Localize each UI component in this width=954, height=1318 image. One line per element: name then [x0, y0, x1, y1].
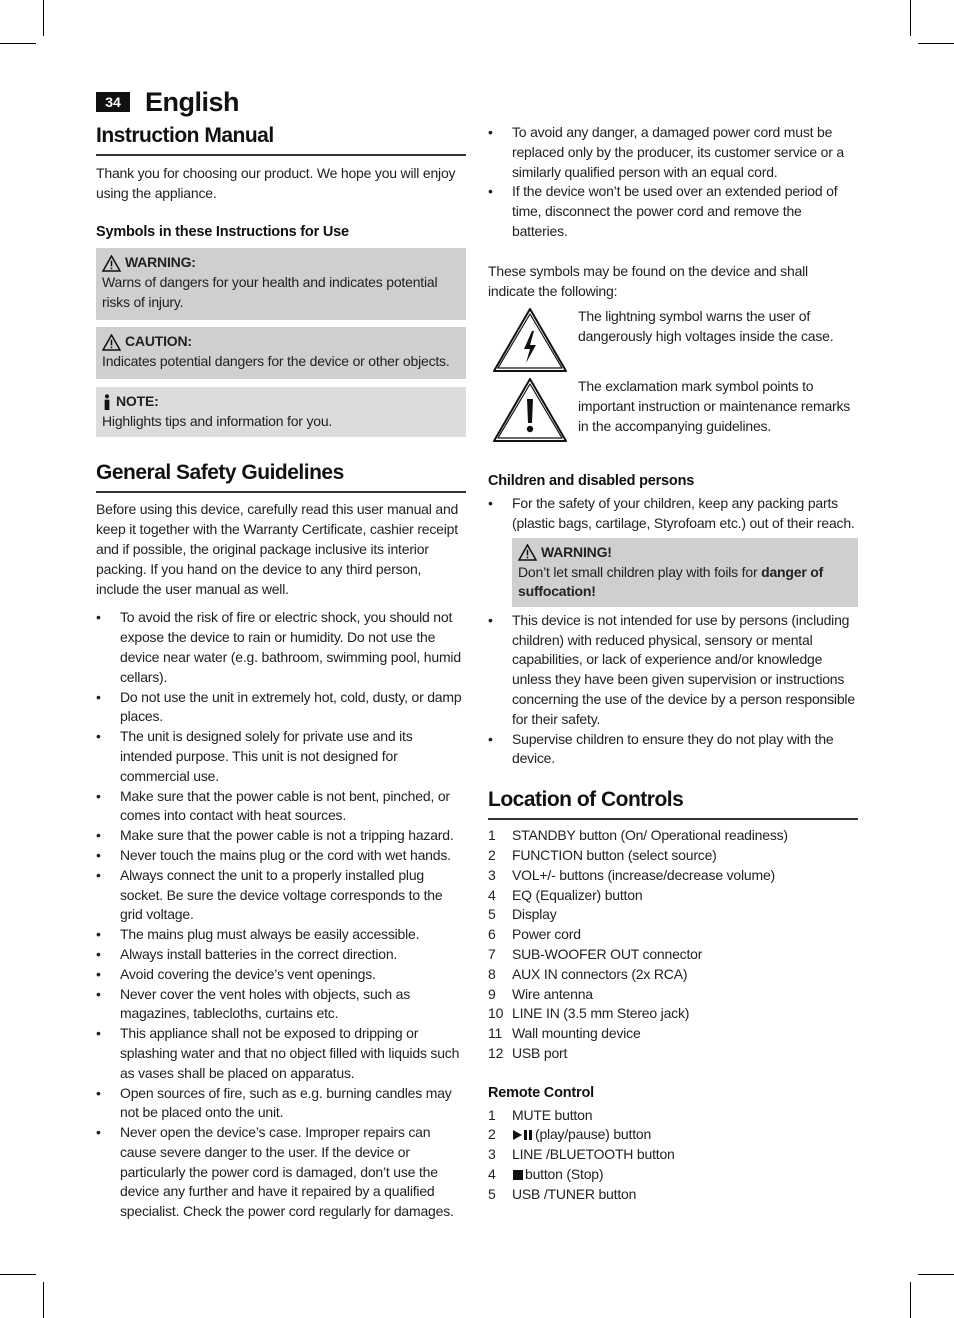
- remote-heading: Remote Control: [488, 1084, 594, 1101]
- page-number: 34: [96, 92, 130, 112]
- children-warning-label: WARNING!: [541, 543, 612, 560]
- list-item: • Always connect the unit to a properly installed plug socket. Be sure the device voltage corresponds to the grid voltage.: [96, 866, 466, 925]
- right-column: [488, 123, 858, 1204]
- list-item: • For the safety of your children, keep any packing parts (plastic bags, cartilage, Styrofoam etc.) out of their reach.: [488, 494, 858, 534]
- left-column: [96, 122, 466, 1222]
- warning-label: WARNING:: [125, 254, 196, 271]
- children-list: [488, 494, 858, 534]
- caution-label: CAUTION:: [125, 333, 192, 350]
- crop-mark: [0, 43, 36, 44]
- list-item: 5 USB /TUNER button: [488, 1185, 637, 1202]
- list-item: • This device is not intended for use by persons (including children) with reduced physical, sensory or mental capabilities, or lack of experience and/or knowledge unless they have been given supervision or instructions concerning the use of the device by a person responsible for their safety.: [488, 611, 858, 730]
- list-item: 3 VOL+/- buttons (increase/decrease volume): [488, 866, 775, 883]
- children-heading: Children and disabled persons: [488, 473, 695, 490]
- symbols-intro: These symbols may be found on the device and shall indicate the following:: [488, 262, 808, 299]
- children-list-continued: [488, 611, 858, 769]
- children-warning-bold: danger of suffocation!: [518, 563, 824, 600]
- lightning-warning-icon: [492, 307, 568, 373]
- instruction-manual-heading: Instruction Manual: [96, 122, 466, 156]
- warning-triangle-icon: [102, 255, 121, 272]
- intro-text: Thank you for choosing our product. We hope you will enjoy using the appliance.: [96, 165, 456, 201]
- list-item: • Never touch the mains plug or the cord with wet hands.: [96, 846, 466, 866]
- page-header: [96, 86, 239, 118]
- crop-mark: [910, 0, 911, 36]
- list-item: • Avoid covering the device’s vent openings.: [96, 965, 466, 985]
- children-warning-box: [512, 538, 858, 607]
- list-item: 4 EQ (Equalizer) button: [488, 886, 643, 903]
- note-box: [96, 387, 466, 437]
- list-item: • Make sure that the power cable is not bent, pinched, or comes into contact with heat sources.: [96, 787, 466, 827]
- warning-box: [96, 248, 466, 320]
- list-item: 12 USB port: [488, 1044, 568, 1061]
- list-item: • Never open the device’s case. Improper repairs can cause severe danger to the user. If the device or particularly the power cord is damaged, don’t use the device any further and have it repaired by a qualified specialist. Check the power cord regularly for damages.: [96, 1123, 466, 1222]
- crop-mark: [0, 1274, 36, 1275]
- list-item: 5 Display: [488, 906, 557, 923]
- play-pause-icon: [512, 1129, 534, 1141]
- list-item: • To avoid any danger, a damaged power cord must be replaced only by the producer, its customer service or a similarly qualified person with an equal cord.: [488, 123, 858, 182]
- list-item: • Always install batteries in the correct direction.: [96, 945, 466, 965]
- list-item: • To avoid the risk of fire or electric shock, you should not expose the device to rain or humidity. Do not use the device near water (e.g. bathroom, swimming pool, humid cellars).: [96, 608, 466, 687]
- list-item: 9 Wire antenna: [488, 985, 593, 1002]
- list-item: 4 button (Stop): [488, 1165, 604, 1182]
- stop-icon: [512, 1169, 524, 1181]
- list-item: • Do not use the unit in extremely hot, cold, dusty, or damp places.: [96, 688, 466, 728]
- crop-mark: [918, 1274, 954, 1275]
- exclamation-symbol-row: [488, 377, 858, 443]
- note-text: Highlights tips and information for you.: [102, 413, 333, 430]
- list-item: 2 FUNCTION button (select source): [488, 846, 717, 863]
- safety-list-continued: [488, 123, 858, 242]
- list-item: • Never cover the vent holes with objects, such as magazines, tablecloths, curtains etc.: [96, 985, 466, 1025]
- language-title: English: [145, 86, 240, 117]
- crop-mark: [43, 1282, 44, 1318]
- list-item: 11 Wall mounting device: [488, 1025, 641, 1042]
- list-item: • The unit is designed solely for private use and its intended purpose. This unit is not designed for commercial use.: [96, 727, 466, 786]
- list-item: • The mains plug must always be easily accessible.: [96, 925, 466, 945]
- caution-triangle-icon: [102, 334, 121, 351]
- list-item: 2 (play/pause) button: [488, 1126, 652, 1143]
- list-item: 3 LINE /BLUETOOTH button: [488, 1146, 675, 1163]
- controls-heading: Location of Controls: [488, 786, 858, 820]
- list-item: 8 AUX IN connectors (2x RCA): [488, 965, 688, 982]
- warning-text: Warns of dangers for your health and indicates potential risks of injury.: [102, 274, 438, 310]
- info-icon: [102, 394, 112, 411]
- caution-box: [96, 327, 466, 379]
- lightning-text: The lightning symbol warns the user of dangerously high voltages inside the case.: [578, 308, 834, 345]
- list-item: 1 STANDBY button (On/ Operational readiness): [488, 827, 788, 844]
- list-item: 6 Power cord: [488, 926, 581, 943]
- list-item: • This appliance shall not be exposed to dripping or splashing water and that no object filled with liquids such as vases shall be placed on apparatus.: [96, 1024, 466, 1083]
- exclamation-warning-icon: [492, 377, 568, 443]
- crop-mark: [43, 0, 44, 36]
- caution-text: Indicates potential dangers for the device or other objects.: [102, 353, 450, 370]
- list-item: • Make sure that the power cable is not a tripping hazard.: [96, 826, 466, 846]
- safety-heading: General Safety Guidelines: [96, 459, 466, 493]
- list-item: • Open sources of fire, such as e.g. burning candles may not be placed onto the unit.: [96, 1084, 466, 1124]
- list-item: • If the device won’t be used over an extended period of time, disconnect the power cord and remove the batteries.: [488, 182, 858, 241]
- children-warning-text: Don’t let small children play with foils for: [518, 563, 762, 580]
- safety-list: [96, 608, 466, 1222]
- list-item: 10 LINE IN (3.5 mm Stereo jack): [488, 1005, 690, 1022]
- safety-intro: Before using this device, carefully read this user manual and keep it together with the Warranty Certificate, cashier receipt and if possible, the original package inclusive its interior packing. If you hand on the device to any third person, include the user manual as well.: [96, 501, 459, 597]
- crop-mark: [918, 43, 954, 44]
- controls-list: [488, 826, 858, 1064]
- crop-mark: [910, 1282, 911, 1318]
- list-item: 7 SUB-WOOFER OUT connector: [488, 945, 703, 962]
- note-label: NOTE:: [116, 393, 159, 410]
- symbols-heading: Symbols in these Instructions for Use: [96, 223, 349, 240]
- exclamation-text: The exclamation mark symbol points to important instruction or maintenance remarks in the accompanying guidelines.: [578, 378, 851, 434]
- lightning-symbol-row: [488, 307, 858, 373]
- list-item: 1 MUTE button: [488, 1106, 593, 1123]
- warning-triangle-icon: [518, 544, 537, 561]
- remote-list: [488, 1106, 858, 1205]
- list-item: • Supervise children to ensure they do not play with the device.: [488, 730, 858, 770]
